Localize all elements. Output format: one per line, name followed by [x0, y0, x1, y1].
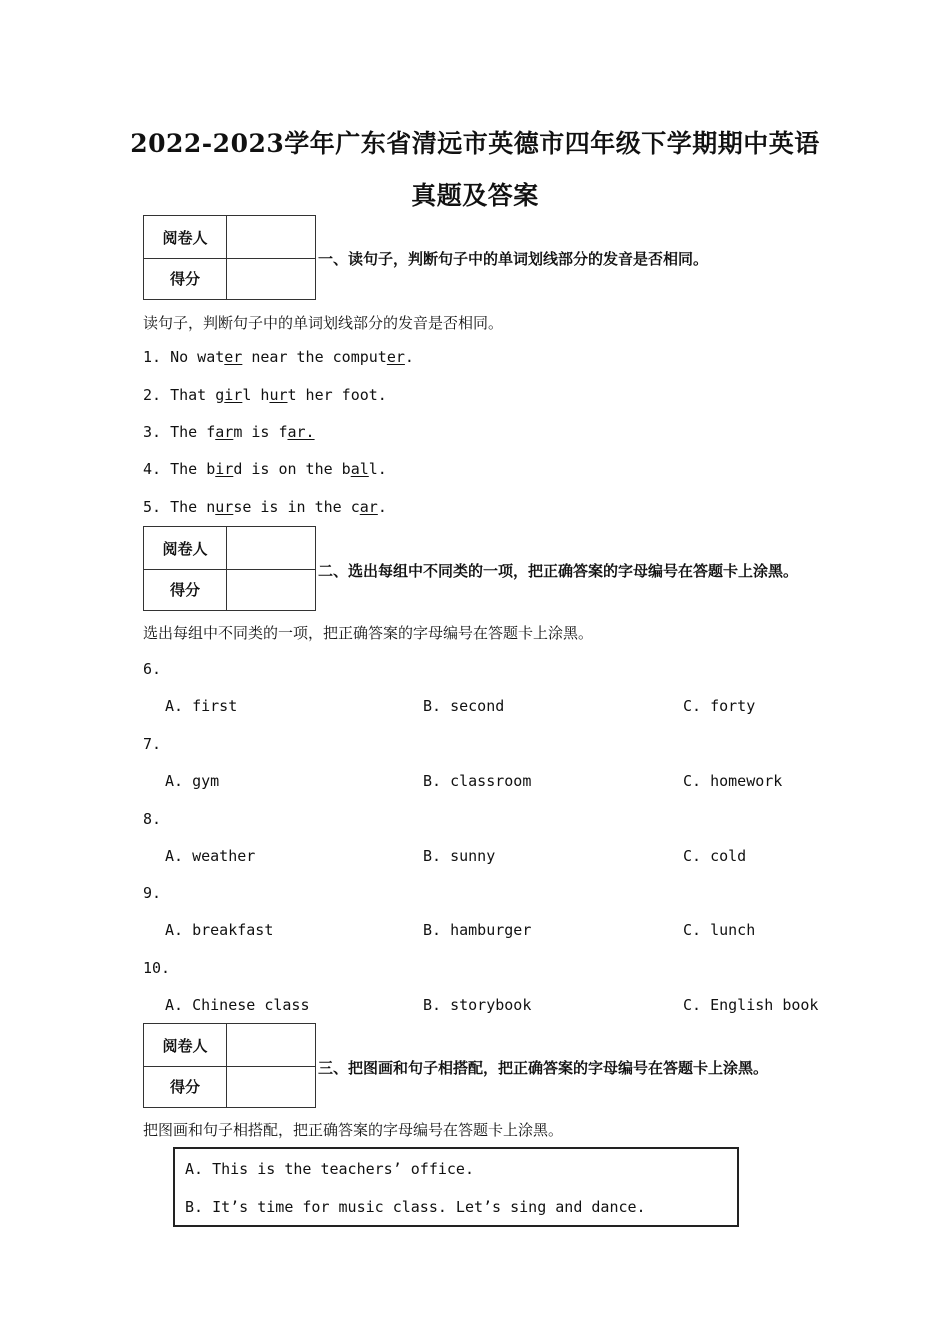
- answer-option: C. forty: [683, 697, 756, 715]
- document-title-line1: 2022-2023学年广东省清远市英德市四年级下学期期中英语: [130, 129, 820, 158]
- text-segment: t her foot.: [287, 386, 387, 404]
- answer-option: A. weather: [165, 847, 256, 865]
- underlined-segment: ar.: [287, 423, 315, 441]
- item-number: 3.: [143, 423, 162, 441]
- text-segment: The n: [170, 498, 216, 516]
- item-number: 2.: [143, 386, 162, 404]
- text-segment: l h: [242, 386, 270, 404]
- text-segment: No wat: [170, 348, 225, 366]
- score-label: 得分: [144, 258, 227, 299]
- sentence-item: [143, 423, 315, 441]
- answer-option: A. Chinese class: [165, 996, 310, 1014]
- section-1-heading: 一、读句子，判断句子中的单词划线部分的发音是否相同。: [318, 250, 709, 268]
- answer-option: C. English book: [683, 996, 819, 1014]
- reviewer-label: 阅卷人: [144, 216, 227, 258]
- underlined-segment: al: [350, 460, 369, 478]
- answer-option: B. storybook: [423, 996, 532, 1014]
- answer-option: A. breakfast: [165, 921, 274, 939]
- sentence-item: [143, 460, 387, 478]
- underlined-segment: ir: [224, 386, 243, 404]
- answer-option: A. first: [165, 697, 238, 715]
- text-segment: .: [404, 348, 414, 366]
- underlined-segment: ar: [359, 498, 378, 516]
- sentence-item: [143, 386, 387, 404]
- score-label: 得分: [144, 569, 227, 610]
- answer-option: B. second: [423, 697, 505, 715]
- answer-option: B. classroom: [423, 772, 532, 790]
- answer-option: B. hamburger: [423, 921, 532, 939]
- grader-table: [143, 215, 316, 300]
- grader-table: [143, 526, 316, 611]
- sentence-option-b: B. It’s time for music class. Let’s sing and dance.: [185, 1198, 646, 1216]
- underlined-segment: ar: [215, 423, 234, 441]
- answer-option: C. lunch: [683, 921, 756, 939]
- text-segment: se is in the c: [233, 498, 360, 516]
- answer-option: B. sunny: [423, 847, 496, 865]
- text-segment: .: [377, 498, 387, 516]
- question-number: 6.: [143, 660, 162, 678]
- text-segment: The f: [170, 423, 216, 441]
- section-1-instruction: 读句子，判断句子中的单词划线部分的发音是否相同。: [143, 314, 504, 332]
- section-3-instruction: 把图画和句子相搭配，把正确答案的字母编号在答题卡上涂黑。: [143, 1121, 564, 1139]
- sentence-item: [143, 498, 387, 516]
- underlined-segment: er: [386, 348, 405, 366]
- score-label: 得分: [144, 1066, 227, 1107]
- section-2-heading: 二、选出每组中不同类的一项，把正确答案的字母编号在答题卡上涂黑。: [318, 562, 799, 580]
- section-2-instruction: 选出每组中不同类的一项，把正确答案的字母编号在答题卡上涂黑。: [143, 624, 594, 642]
- grader-table: [143, 1023, 316, 1108]
- text-segment: d is on the b: [233, 460, 351, 478]
- item-number: 4.: [143, 460, 162, 478]
- question-number: 8.: [143, 810, 162, 828]
- sentence-item: [143, 348, 414, 366]
- sentence-options-box: [173, 1147, 739, 1227]
- answer-option: C. cold: [683, 847, 747, 865]
- item-number: 5.: [143, 498, 162, 516]
- text-segment: The b: [170, 460, 216, 478]
- item-number: 1.: [143, 348, 162, 366]
- question-number: 9.: [143, 884, 162, 902]
- text-segment: m is f: [233, 423, 288, 441]
- document-title-line2: 真题及答案: [411, 181, 539, 210]
- text-segment: l.: [368, 460, 387, 478]
- underlined-segment: er: [224, 348, 243, 366]
- text-segment: near the comput: [242, 348, 387, 366]
- question-number: 7.: [143, 735, 162, 753]
- reviewer-label: 阅卷人: [144, 1024, 227, 1066]
- section-3-heading: 三、把图画和句子相搭配，把正确答案的字母编号在答题卡上涂黑。: [318, 1059, 769, 1077]
- answer-option: C. homework: [683, 772, 783, 790]
- underlined-segment: ir: [215, 460, 234, 478]
- underlined-segment: ur: [269, 386, 288, 404]
- question-number: 10.: [143, 959, 171, 977]
- reviewer-label: 阅卷人: [144, 527, 227, 569]
- answer-option: A. gym: [165, 772, 220, 790]
- underlined-segment: ur: [215, 498, 234, 516]
- text-segment: That g: [170, 386, 225, 404]
- sentence-option-a: A. This is the teachers’ office.: [185, 1160, 474, 1178]
